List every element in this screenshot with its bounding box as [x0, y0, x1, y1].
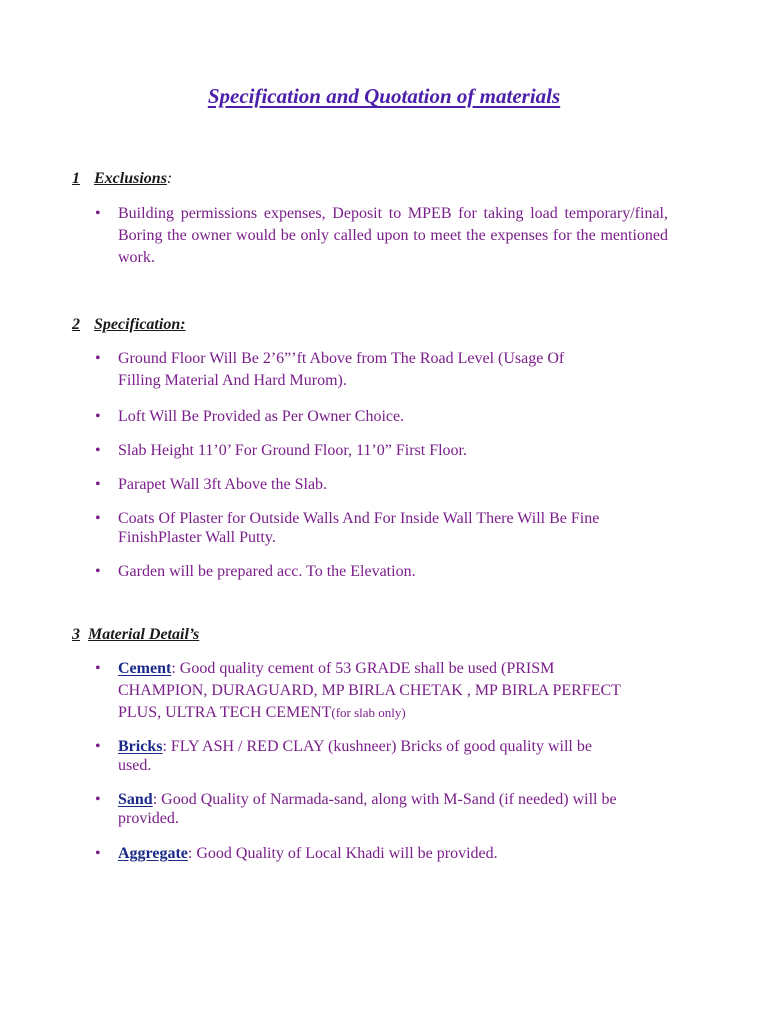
material-text: : Good quality cement of 53 GRADE shall be used (PRISM: [171, 660, 555, 677]
material-term: Cement: [118, 660, 172, 677]
list-item-line: FinishPlaster Wall Putty.: [118, 529, 276, 546]
material-text: : Good Quality of Narmada-sand, along with M-Sand (if needed) will be: [152, 791, 617, 808]
section-heading-exclusions: [72, 170, 172, 188]
material-term: Bricks: [118, 738, 163, 755]
material-term: Aggregate: [118, 845, 188, 862]
list-item-line: [118, 737, 668, 756]
list-item-line: • Coats Of Plaster for Outside Walls And For Inside Wall There Will Be Fine: [118, 510, 600, 527]
list-item-line: • Ground Floor Will Be 2’6”’ft Above from The Road Level (Usage Of: [118, 350, 565, 367]
list-item-exclusion: • Building permissions expenses, Deposit to MPEB for taking load temporary/final, Boring the owner would be only called upon to meet the expenses for the mentioned work.: [118, 203, 668, 269]
section-number: 2: [72, 316, 80, 333]
list-item-plaster: [118, 509, 668, 547]
list-item-line: [118, 790, 668, 809]
list-item-line: Filling Material And Hard Murom).: [118, 372, 347, 389]
list-item-sand: [118, 790, 668, 828]
list-item-line: used.: [118, 757, 152, 774]
list-item-bricks: [118, 737, 668, 775]
list-item-cement: [118, 658, 668, 724]
section-heading-specification: [72, 316, 186, 334]
list-item-parapet-wall: • Parapet Wall 3ft Above the Slab.: [118, 474, 668, 496]
list-item-ground-floor: [118, 348, 668, 392]
section-colon: :: [166, 170, 173, 187]
list-item-line: provided.: [118, 810, 179, 827]
section-label: Exclusions: [94, 170, 167, 187]
list-item-line: [118, 702, 668, 724]
section-number: 1: [72, 170, 80, 187]
section-label: Specification:: [94, 316, 186, 333]
list-item-aggregate: [118, 843, 668, 865]
page-title: Specification and Quotation of materials: [207, 84, 561, 108]
list-item-line: CHAMPION, DURAGUARD, MP BIRLA CHETAK , MP BIRLA PERFECT: [118, 682, 621, 699]
section-number: 3: [72, 626, 80, 643]
material-text: PLUS, ULTRA TECH CEMENT: [118, 704, 332, 721]
list-item-garden: • Garden will be prepared acc. To the Elevation.: [118, 561, 668, 583]
list-item-loft: • Loft Will Be Provided as Per Owner Choice.: [118, 406, 668, 428]
material-note: (for slab only): [331, 705, 406, 720]
list-item-slab-height: • Slab Height 11’0’ For Ground Floor, 11’0” First Floor.: [118, 440, 668, 462]
section-heading-material-details: [72, 626, 199, 644]
list-item-line: [118, 658, 668, 680]
material-term: Sand: [118, 791, 153, 808]
material-text: : FLY ASH / RED CLAY (kushneer) Bricks of good quality will be: [162, 738, 592, 755]
material-text: : Good Quality of Local Khadi will be provided.: [187, 845, 498, 862]
section-label: Material Detail’s: [88, 626, 200, 643]
